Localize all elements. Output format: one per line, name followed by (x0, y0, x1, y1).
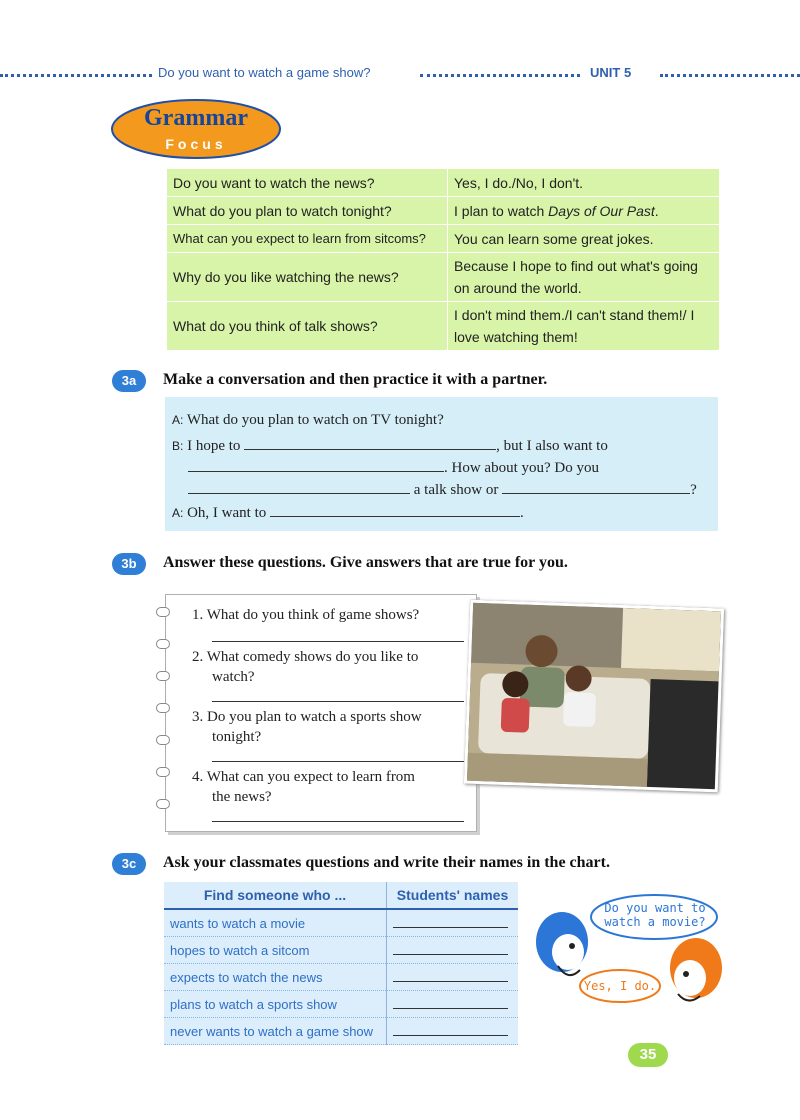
show-title: Days of Our Past (548, 202, 655, 219)
speaker-a: A: (172, 413, 184, 427)
answer-line-3[interactable] (212, 761, 464, 762)
ring-icon (156, 607, 170, 617)
table-row (164, 964, 518, 991)
grammar-row (167, 197, 720, 225)
name-cell[interactable] (387, 964, 519, 991)
ring-icon (156, 639, 170, 649)
grammar-question: What do you plan to watch tonight? (167, 197, 448, 225)
conv-text: , but I also want to (496, 438, 608, 454)
names-chart (164, 882, 518, 1045)
header-dots-right (660, 74, 800, 77)
chart-item: never wants to watch a game show (164, 1018, 387, 1045)
answer-line-1[interactable] (212, 641, 464, 642)
speaker-a: A: (172, 506, 184, 520)
grammar-focus-badge (110, 98, 282, 160)
ring-icon (156, 767, 170, 777)
conv-line-a1 (172, 412, 444, 429)
question-1: 1. What do you think of game shows? (192, 607, 420, 623)
chart-header: Find someone who ... (164, 882, 387, 909)
name-cell[interactable] (387, 937, 519, 964)
conv-line-b2 (188, 457, 599, 477)
grammar-answer: Because I hope to find out what's going on around the world. (448, 253, 720, 302)
grammar-title: Grammar (144, 105, 248, 131)
conv-text: What do you plan to watch on TV tonight? (186, 412, 444, 428)
answer-line-2[interactable] (212, 701, 464, 702)
section-3a-badge: 3a (112, 370, 146, 392)
ring-icon (156, 799, 170, 809)
blank-field[interactable] (270, 502, 520, 517)
conv-line-b1 (172, 435, 608, 455)
conv-text: I hope to (187, 438, 241, 454)
section-3c-badge: 3c (112, 853, 146, 875)
question-4: 4. What can you expect to learn from the news? (192, 769, 415, 805)
section-3c-instruction: Ask your classmates questions and write their names in the chart. (163, 854, 610, 871)
section-3a-instruction: Make a conversation and then practice it with a partner. (163, 371, 548, 388)
chart-item: hopes to watch a sitcom (164, 937, 387, 964)
conv-line-a2 (172, 502, 524, 522)
page-number: 35 (628, 1043, 668, 1067)
conv-line-b3 (188, 479, 697, 499)
grammar-answer: Yes, I do./No, I don't. (448, 169, 720, 197)
grammar-row (167, 253, 720, 302)
blank-field[interactable] (244, 435, 496, 450)
grammar-table (166, 168, 720, 351)
section-3b-instruction: Answer these questions. Give answers that are true for you. (163, 554, 568, 571)
conv-text: a talk show or (413, 482, 499, 498)
grammar-question: Why do you like watching the news? (167, 253, 448, 302)
question-bubble: Do you want to watch a movie? (604, 901, 706, 929)
header-title: Do you want to watch a game show? (158, 65, 371, 80)
header-unit: UNIT 5 (590, 65, 632, 80)
grammar-answer: I don't mind them./I can't stand them!/ I love watching them! (448, 302, 720, 351)
grammar-question: What can you expect to learn from sitcoms? (167, 225, 448, 253)
grammar-question: What do you think of talk shows? (167, 302, 448, 351)
speaker-b: B: (172, 439, 184, 453)
blank-field[interactable] (188, 479, 410, 494)
grammar-row (167, 225, 720, 253)
name-cell[interactable] (387, 909, 519, 937)
ring-icon (156, 671, 170, 681)
chart-header: Students' names (387, 882, 519, 909)
table-row (164, 937, 518, 964)
ring-icon (156, 735, 170, 745)
conv-text: ? (690, 482, 697, 498)
chart-header-row (164, 882, 518, 909)
section-3b-badge: 3b (112, 553, 146, 575)
grammar-answer: I plan to watch Days of Our Past. (448, 197, 720, 225)
question-notebook (165, 594, 477, 832)
table-row (164, 909, 518, 937)
answer-bubble: Yes, I do. (583, 979, 657, 993)
chart-item: plans to watch a sports show (164, 991, 387, 1018)
table-row (164, 1018, 518, 1045)
table-row (164, 991, 518, 1018)
chart-item: expects to watch the news (164, 964, 387, 991)
conv-text: . (520, 505, 524, 521)
header-dots-middle (420, 74, 580, 77)
grammar-row (167, 169, 720, 197)
blank-field[interactable] (188, 457, 444, 472)
name-cell[interactable] (387, 1018, 519, 1045)
answer-line-4[interactable] (212, 821, 464, 822)
chart-item: wants to watch a movie (164, 909, 387, 937)
name-cell[interactable] (387, 991, 519, 1018)
grammar-subtitle: Focus (165, 136, 227, 152)
header-dots-left (0, 74, 152, 77)
question-3: 3. Do you plan to watch a sports show tonight? (192, 709, 422, 745)
conv-text: . How about you? Do you (444, 460, 599, 476)
grammar-question: Do you want to watch the news? (167, 169, 448, 197)
conv-text: Oh, I want to (187, 505, 267, 521)
grammar-answer: You can learn some great jokes. (448, 225, 720, 253)
question-2: 2. What comedy shows do you like to watch? (192, 649, 419, 685)
family-photo (464, 600, 724, 793)
blank-field[interactable] (502, 479, 690, 494)
grammar-row (167, 302, 720, 351)
ring-icon (156, 703, 170, 713)
